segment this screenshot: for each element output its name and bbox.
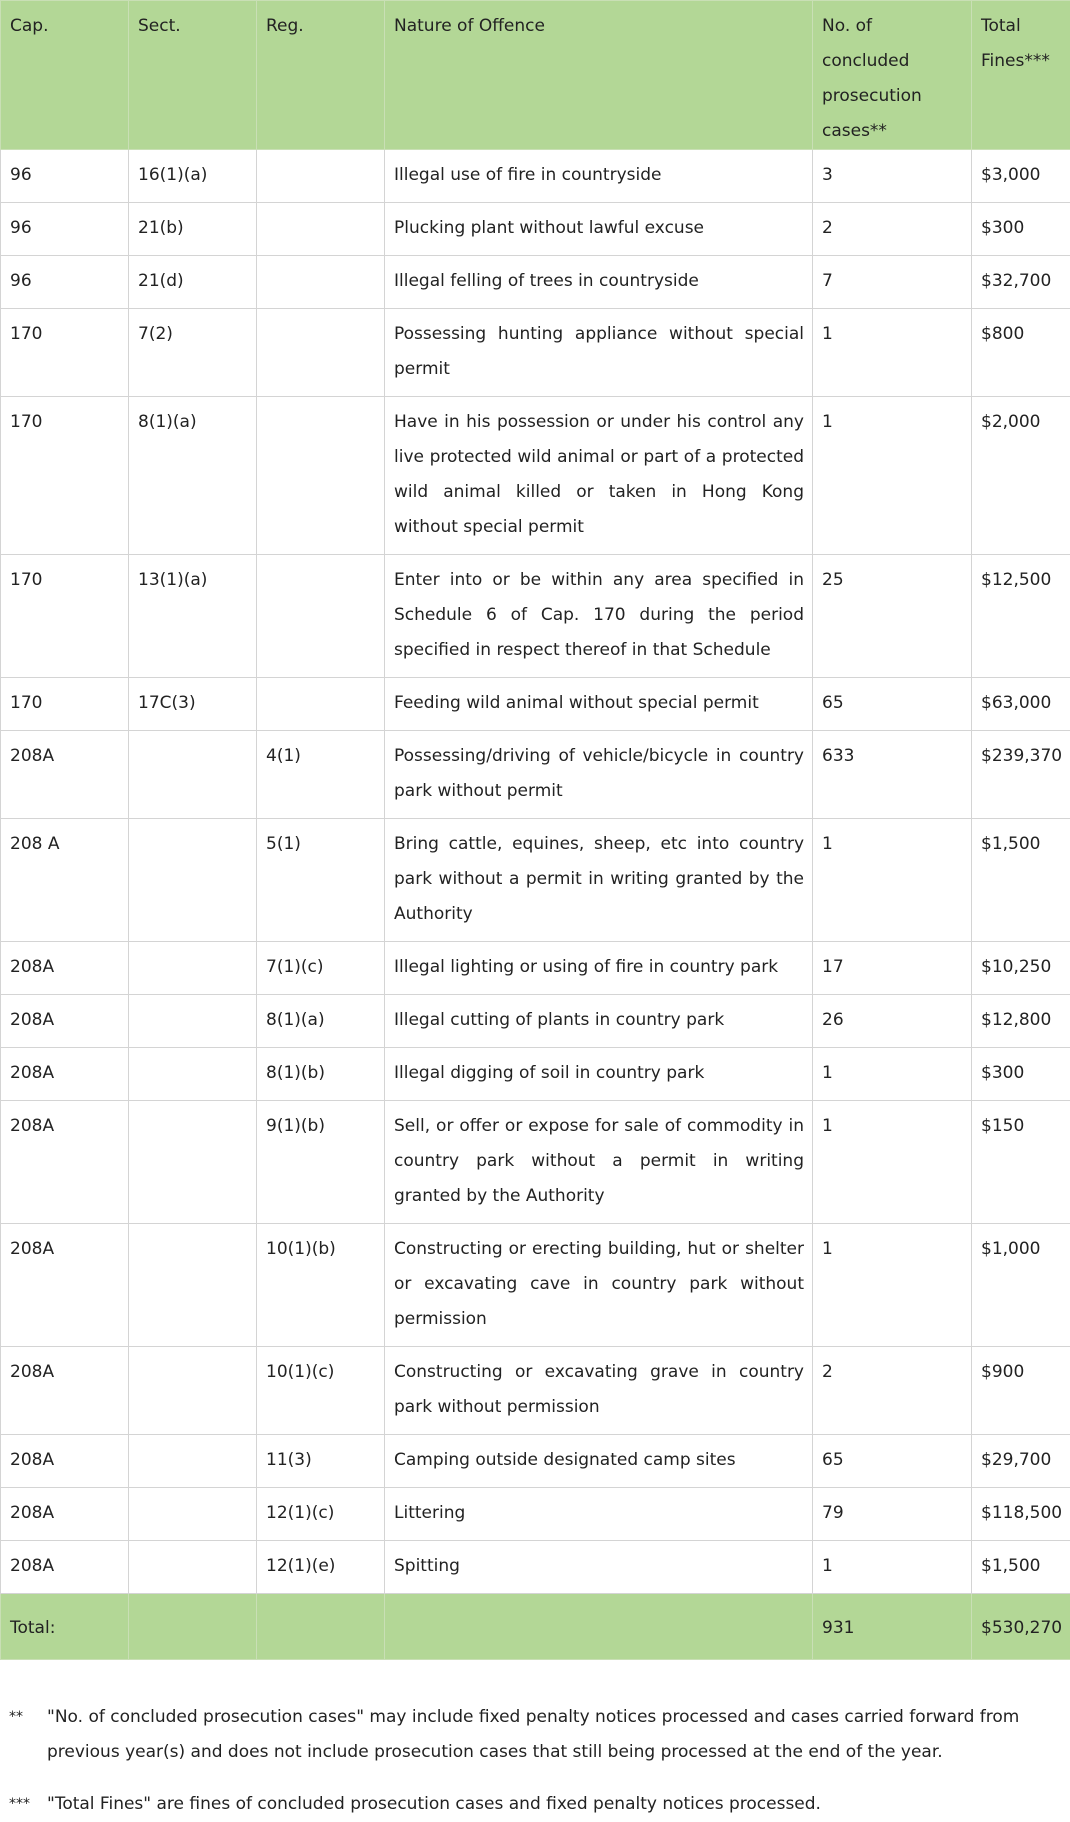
cell-sect — [129, 942, 257, 995]
total-empty-nature — [385, 1594, 813, 1660]
table-row — [1, 397, 1070, 555]
cell-sect: 16(1)(a) — [129, 150, 257, 203]
cell-cap: 96 — [1, 203, 129, 256]
cell-sect: 21(b) — [129, 203, 257, 256]
cell-cases: 79 — [813, 1488, 972, 1541]
cell-reg: 12(1)(c) — [257, 1488, 385, 1541]
cell-fines: $3,000 — [972, 150, 1070, 203]
cell-fines: $32,700 — [972, 256, 1070, 309]
cell-reg — [257, 203, 385, 256]
cell-cap: 208A — [1, 1435, 129, 1488]
table-row — [1, 256, 1070, 309]
table-row — [1, 203, 1070, 256]
cell-reg: 7(1)(c) — [257, 942, 385, 995]
cell-sect: 8(1)(a) — [129, 397, 257, 555]
cell-sect — [129, 1101, 257, 1224]
footnote-fines — [0, 1787, 1070, 1822]
cell-cases: 1 — [813, 1048, 972, 1101]
cell-sect — [129, 1347, 257, 1435]
header-cases: No. of concluded prosecution cases** — [813, 1, 972, 150]
footnote-cases — [0, 1700, 1070, 1770]
cell-nature: Sell, or offer or expose for sale of commodity in country park without a permit in writing granted by the Authority — [385, 1101, 813, 1224]
cell-cases: 17 — [813, 942, 972, 995]
cell-cases: 65 — [813, 678, 972, 731]
table-row — [1, 150, 1070, 203]
cell-nature: Possessing hunting appliance without special permit — [385, 309, 813, 397]
cell-reg — [257, 150, 385, 203]
cell-sect — [129, 1541, 257, 1594]
cell-nature: Constructing or excavating grave in country park without permission — [385, 1347, 813, 1435]
cell-reg: 5(1) — [257, 819, 385, 942]
table-row — [1, 1224, 1070, 1347]
cell-fines: $150 — [972, 1101, 1070, 1224]
footnote-text: "Total Fines" are fines of concluded prosecution cases and fixed penalty notices processed. — [47, 1787, 1070, 1822]
cell-cases: 1 — [813, 397, 972, 555]
cell-fines: $1,500 — [972, 1541, 1070, 1594]
total-cases: 931 — [813, 1594, 972, 1660]
cell-sect — [129, 731, 257, 819]
cell-nature: Illegal cutting of plants in country park — [385, 995, 813, 1048]
cell-cases: 26 — [813, 995, 972, 1048]
cell-fines: $10,250 — [972, 942, 1070, 995]
cell-fines: $300 — [972, 1048, 1070, 1101]
cell-fines: $800 — [972, 309, 1070, 397]
cell-cap: 208A — [1, 1541, 129, 1594]
cell-sect — [129, 1224, 257, 1347]
total-row — [1, 1594, 1070, 1660]
cell-reg — [257, 309, 385, 397]
cell-reg — [257, 397, 385, 555]
cell-fines: $12,500 — [972, 555, 1070, 678]
cell-fines: $1,500 — [972, 819, 1070, 942]
cell-reg — [257, 555, 385, 678]
cell-reg — [257, 256, 385, 309]
cell-nature: Illegal digging of soil in country park — [385, 1048, 813, 1101]
cell-cap: 170 — [1, 397, 129, 555]
cell-reg: 8(1)(a) — [257, 995, 385, 1048]
cell-fines: $118,500 — [972, 1488, 1070, 1541]
header-nature: Nature of Offence — [385, 1, 813, 150]
cell-nature: Camping outside designated camp sites — [385, 1435, 813, 1488]
cell-nature: Illegal felling of trees in countryside — [385, 256, 813, 309]
cell-cap: 208A — [1, 942, 129, 995]
cell-cases: 1 — [813, 1541, 972, 1594]
footnote-mark: *** — [0, 1787, 47, 1822]
table-row — [1, 819, 1070, 942]
table-row — [1, 1541, 1070, 1594]
cell-sect — [129, 1488, 257, 1541]
table-row — [1, 1488, 1070, 1541]
cell-sect: 21(d) — [129, 256, 257, 309]
cell-cap: 208A — [1, 1488, 129, 1541]
cell-cases: 2 — [813, 1347, 972, 1435]
table-header-row — [1, 1, 1070, 150]
cell-cases: 1 — [813, 819, 972, 942]
cell-sect: 17C(3) — [129, 678, 257, 731]
table-row — [1, 731, 1070, 819]
footnote-text: "No. of concluded prosecution cases" may include fixed penalty notices processed and cases carried forward from previous year(s) and does not include prosecution cases that still being processed at the end of the year. — [47, 1700, 1070, 1770]
total-empty-reg — [257, 1594, 385, 1660]
table-row — [1, 678, 1070, 731]
cell-cases: 1 — [813, 1101, 972, 1224]
cell-fines: $1,000 — [972, 1224, 1070, 1347]
total-fines: $530,270 — [972, 1594, 1070, 1660]
cell-cases: 633 — [813, 731, 972, 819]
table-body — [1, 150, 1070, 1594]
header-sect: Sect. — [129, 1, 257, 150]
cell-cases: 65 — [813, 1435, 972, 1488]
cell-nature: Constructing or erecting building, hut or shelter or excavating cave in country park without permission — [385, 1224, 813, 1347]
footnote-mark: ** — [0, 1700, 47, 1770]
cell-cap: 170 — [1, 678, 129, 731]
cell-cap: 96 — [1, 150, 129, 203]
cell-fines: $300 — [972, 203, 1070, 256]
cell-cap: 208A — [1, 1347, 129, 1435]
cell-fines: $2,000 — [972, 397, 1070, 555]
cell-fines: $900 — [972, 1347, 1070, 1435]
table-row — [1, 1435, 1070, 1488]
cell-reg: 11(3) — [257, 1435, 385, 1488]
header-fines: Total Fines*** — [972, 1, 1070, 150]
cell-sect — [129, 995, 257, 1048]
cell-cases: 7 — [813, 256, 972, 309]
cell-cap: 208A — [1, 1224, 129, 1347]
cell-cases: 1 — [813, 1224, 972, 1347]
cell-nature: Possessing/driving of vehicle/bicycle in country park without permit — [385, 731, 813, 819]
cell-sect — [129, 1048, 257, 1101]
cell-cases: 25 — [813, 555, 972, 678]
table-row — [1, 1347, 1070, 1435]
table-row — [1, 309, 1070, 397]
cell-cap: 208 A — [1, 819, 129, 942]
total-label: Total: — [1, 1594, 129, 1660]
cell-sect: 7(2) — [129, 309, 257, 397]
header-cap: Cap. — [1, 1, 129, 150]
cell-nature: Feeding wild animal without special permit — [385, 678, 813, 731]
cell-reg: 4(1) — [257, 731, 385, 819]
cell-fines: $12,800 — [972, 995, 1070, 1048]
cell-nature: Bring cattle, equines, sheep, etc into country park without a permit in writing granted by the Authority — [385, 819, 813, 942]
cell-cap: 208A — [1, 995, 129, 1048]
cell-cap: 170 — [1, 309, 129, 397]
cell-reg: 10(1)(c) — [257, 1347, 385, 1435]
cell-cases: 1 — [813, 309, 972, 397]
cell-cases: 3 — [813, 150, 972, 203]
cell-sect: 13(1)(a) — [129, 555, 257, 678]
table-row — [1, 1048, 1070, 1101]
cell-reg: 9(1)(b) — [257, 1101, 385, 1224]
cell-cap: 208A — [1, 731, 129, 819]
cell-cases: 2 — [813, 203, 972, 256]
table-row — [1, 942, 1070, 995]
cell-fines: $239,370 — [972, 731, 1070, 819]
cell-cap: 208A — [1, 1101, 129, 1224]
cell-reg: 12(1)(e) — [257, 1541, 385, 1594]
cell-nature: Illegal use of fire in countryside — [385, 150, 813, 203]
cell-sect — [129, 819, 257, 942]
footnotes — [0, 1700, 1070, 1822]
table-row — [1, 995, 1070, 1048]
cell-fines: $63,000 — [972, 678, 1070, 731]
cell-nature: Spitting — [385, 1541, 813, 1594]
table-row — [1, 1101, 1070, 1224]
cell-nature: Plucking plant without lawful excuse — [385, 203, 813, 256]
cell-nature: Enter into or be within any area specified in Schedule 6 of Cap. 170 during the period specified in respect thereof in that Schedule — [385, 555, 813, 678]
total-empty-sect — [129, 1594, 257, 1660]
cell-reg: 8(1)(b) — [257, 1048, 385, 1101]
cell-fines: $29,700 — [972, 1435, 1070, 1488]
cell-nature: Have in his possession or under his control any live protected wild animal or part of a protected wild animal killed or taken in Hong Kong without special permit — [385, 397, 813, 555]
cell-cap: 170 — [1, 555, 129, 678]
cell-cap: 96 — [1, 256, 129, 309]
cell-sect — [129, 1435, 257, 1488]
cell-reg — [257, 678, 385, 731]
cell-nature: Littering — [385, 1488, 813, 1541]
header-reg: Reg. — [257, 1, 385, 150]
cell-reg: 10(1)(b) — [257, 1224, 385, 1347]
cell-nature: Illegal lighting or using of fire in country park — [385, 942, 813, 995]
cell-cap: 208A — [1, 1048, 129, 1101]
table-row — [1, 555, 1070, 678]
